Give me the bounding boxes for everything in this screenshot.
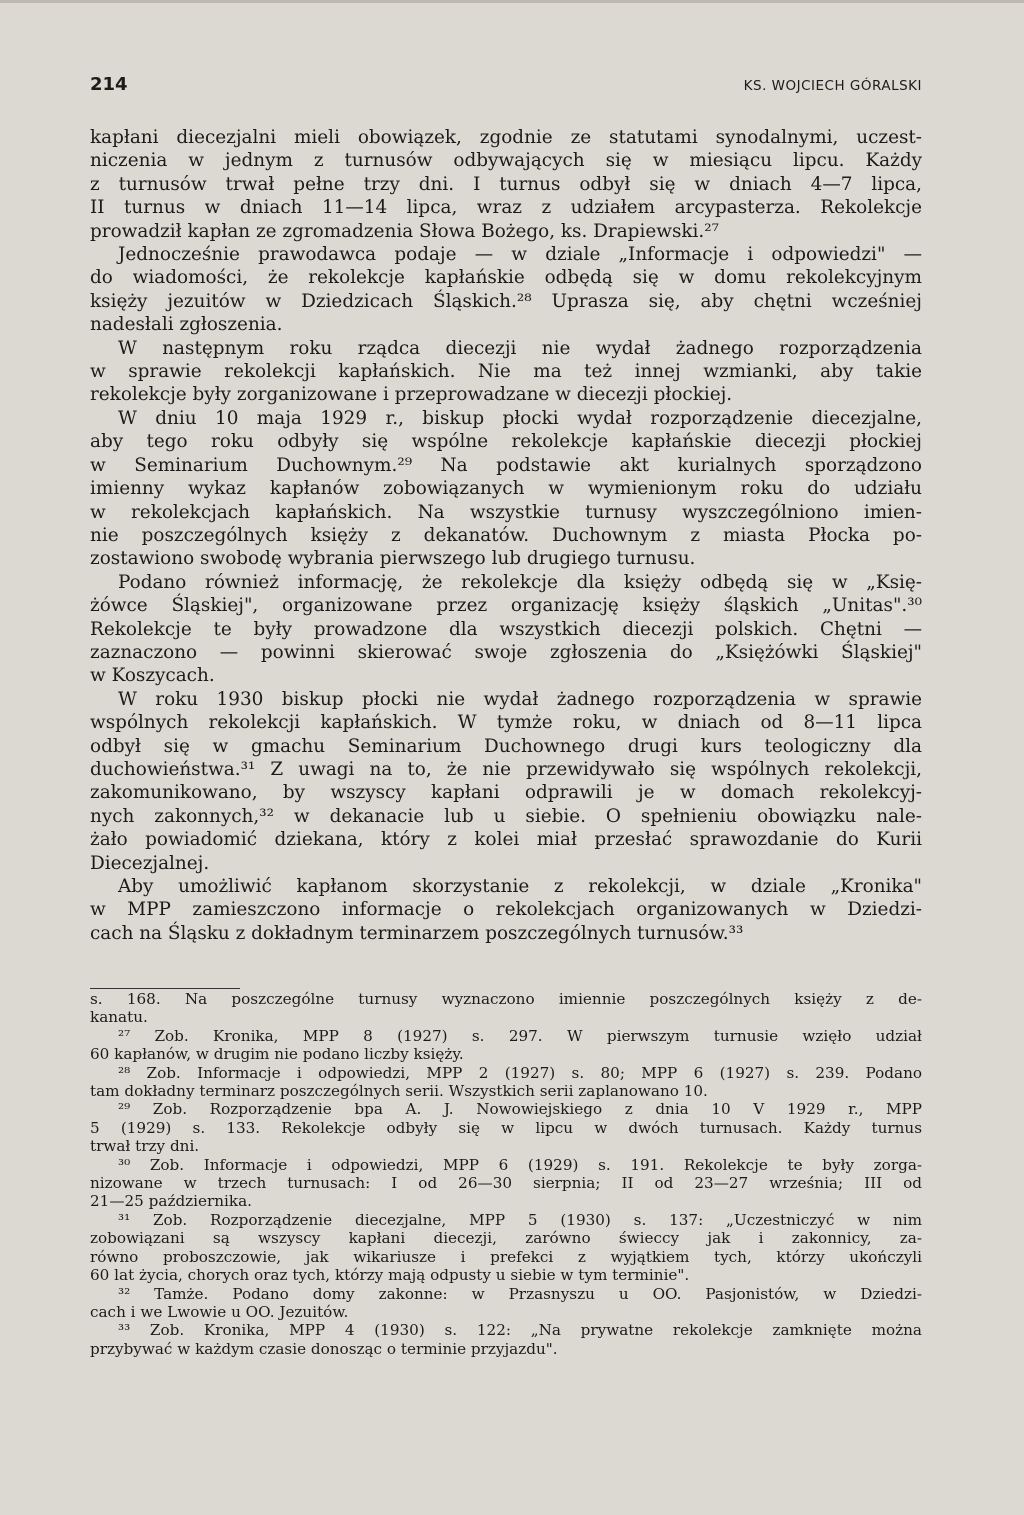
footnote-line: ²⁹ Zob. Rozporządzenie bpa A. J. Nowowiejskiego z dnia 10 V 1929 r., MPP [118,1100,922,1119]
footnote-line: tam dokładny terminarz poszczególnych serii. Wszystkich serii zaplanowano 10. [90,1082,708,1101]
footnote-line: s. 168. Na poszczególne turnusy wyznaczono imiennie poszczególnych księży z de- [90,990,922,1008]
page-top-edge [0,0,1024,3]
footnote-line: nizowane w trzech turnusach: I od 26—30 sierpnia; II od 23—27 września; III od [90,1174,922,1193]
running-head: KS. WOJCIECH GÓRALSKI [743,78,922,94]
body-line: II turnus w dniach 11—14 lipca, wraz z udziałem arcypasterza. Rekolekcje [90,197,922,219]
footnote-line: zobowiązani są wszyscy kapłani diecezji, zarówno świeccy jak i zakonnicy, za- [90,1229,922,1248]
body-line: nych zakonnych,³² w dekanacie lub u siebie. O spełnieniu obowiązku nale- [90,805,922,827]
page-header [90,74,922,100]
body-line: z turnusów trwał pełne trzy dni. I turnus odbył się w dniach 4—7 lipca, [90,173,922,195]
footnote-line: kanatu. [90,1008,148,1027]
footnote-line: ³¹ Zob. Rozporządzenie diecezjalne, MPP 5 (1930) s. 137: „Uczestniczyć w nim [118,1210,922,1229]
footnote-line: ³³ Zob. Kronika, MPP 4 (1930) s. 122: „Na prywatne rekolekcje zamknięte można [118,1321,922,1340]
footnote-line: ²⁷ Zob. Kronika, MPP 8 (1927) s. 297. W pierwszym turnusie wzięło udział [118,1026,922,1045]
body-line: w rekolekcjach kapłańskich. Na wszystkie turnusy wyszczególniono imien- [90,501,922,523]
body-line: zakomunikowano, by wszyscy kapłani odprawili je w domach rekolekcyj- [90,782,922,804]
body-line: Aby umożliwić kapłanom skorzystanie z rekolekcji, w dziale „Kronika" [118,876,922,897]
footnote-line: 5 (1929) s. 133. Rekolekcje odbyły się w lipcu w dwóch turnusach. Każdy turnus [90,1118,922,1137]
body-line: w Seminarium Duchownym.²⁹ Na podstawie akt kurialnych sporządzono [90,454,922,476]
footnote-line: 60 lat życia, chorych oraz tych, którzy mają odpusty u siebie w tym terminie". [90,1266,690,1285]
body-line: cach na Śląsku z dokładnym terminarzem poszczególnych turnusów.³³ [90,922,744,944]
body-line: niczenia w jednym z turnusów odbywających się w miesiącu lipcu. Każdy [90,150,922,172]
body-line: Rekolekcje te były prowadzone dla wszystkich diecezji polskich. Chętni — [90,618,922,640]
body-line: księży jezuitów w Dziedzicach Śląskich.²⁸ Uprasza się, aby chętni wcześniej [90,290,922,312]
body-line: nie poszczególnych księży z dekanatów. Duchownym z miasta Płocka po- [90,524,922,546]
page-number: 214 [90,74,128,95]
body-line: w MPP zamieszczono informacje o rekolekcjach organizowanych w Dziedzi- [90,899,922,921]
body-line: imienny wykaz kapłanów zobowiązanych w wymienionym roku do udziału [90,478,922,500]
body-line: prowadził kapłan ze zgromadzenia Słowa Bożego, ks. Drapiewski.²⁷ [90,220,720,242]
footnote-line: 21—25 października. [90,1192,252,1211]
body-line: odbył się w gmachu Seminarium Duchownego drugi kurs teologiczny dla [90,735,922,757]
footnote-line: trwał trzy dni. [90,1137,200,1156]
footnote-line: równo proboszczowie, jak wikariusze i prefekci z wyjątkiem tych, którzy ukończyli [90,1247,922,1266]
body-line: zostawiono swobodę wybrania pierwszego lub drugiego turnusu. [90,548,696,570]
body-line: W roku 1930 biskup płocki nie wydał żadnego rozporządzenia w sprawie [118,688,922,710]
body-line: żówce Śląskiej", organizowane przez organizację księży śląskich „Unitas".³⁰ [90,595,922,617]
body-line: zaznaczono — powinni skierować swoje zgłoszenia do „Księżówki Śląskiej" [90,641,922,663]
body-text [90,126,922,945]
footnote-line: przybywać w każdym czasie donosząc o terminie przyjazdu". [90,1339,558,1358]
body-line: W dniu 10 maja 1929 r., biskup płocki wydał rozporządzenie diecezjalne, [118,407,922,429]
body-line: Jednocześnie prawodawca podaje — w dziale „Informacje i odpowiedzi" — [118,244,922,266]
footnote-line: ³⁰ Zob. Informacje i odpowiedzi, MPP 6 (1929) s. 191. Rekolekcje te były zorga- [118,1155,922,1174]
footnote-line: 60 kapłanów, w drugim nie podano liczby księży. [90,1045,464,1064]
body-line: do wiadomości, że rekolekcje kapłańskie odbędą się w domu rekolekcyjnym [90,267,922,289]
body-line: wspólnych rekolekcji kapłańskich. W tymże roku, w dniach od 8—11 lipca [90,712,922,734]
body-line: Podano również informację, że rekolekcje dla księży odbędą się w „Księ- [118,571,922,593]
body-line: żało powiadomić dziekana, który z kolei miał przesłać sprawozdanie do Kurii [90,829,922,851]
footnote-rule [90,988,240,989]
body-line: W następnym roku rządca diecezji nie wydał żadnego rozporządzenia [118,337,922,359]
body-line: kapłani diecezjalni mieli obowiązek, zgodnie ze statutami synodalnymi, uczest- [90,127,922,148]
body-line: aby tego roku odbyły się wspólne rekolekcje kapłańskie diecezji płockiej [90,431,922,453]
body-line: duchowieństwa.³¹ Z uwagi na to, że nie przewidywało się wspólnych rekolekcji, [90,758,922,780]
footnotes [90,990,922,1358]
footnote-line: ³² Tamże. Podano domy zakonne: w Przasnyszu u OO. Pasjonistów, w Dziedzi- [118,1284,922,1303]
body-line: Diecezjalnej. [90,852,210,874]
body-line: rekolekcje były zorganizowane i przeprowadzane w diecezji płockiej. [90,384,733,406]
footnote-line: cach i we Lwowie u OO. Jezuitów. [90,1302,349,1321]
body-line: w sprawie rekolekcji kapłańskich. Nie ma też innej wzmianki, aby takie [90,361,922,383]
body-line: nadesłali zgłoszenia. [90,314,283,336]
footnote-line: ²⁸ Zob. Informacje i odpowiedzi, MPP 2 (1927) s. 80; MPP 6 (1927) s. 239. Podano [118,1063,922,1082]
body-line: w Koszycach. [90,665,215,687]
